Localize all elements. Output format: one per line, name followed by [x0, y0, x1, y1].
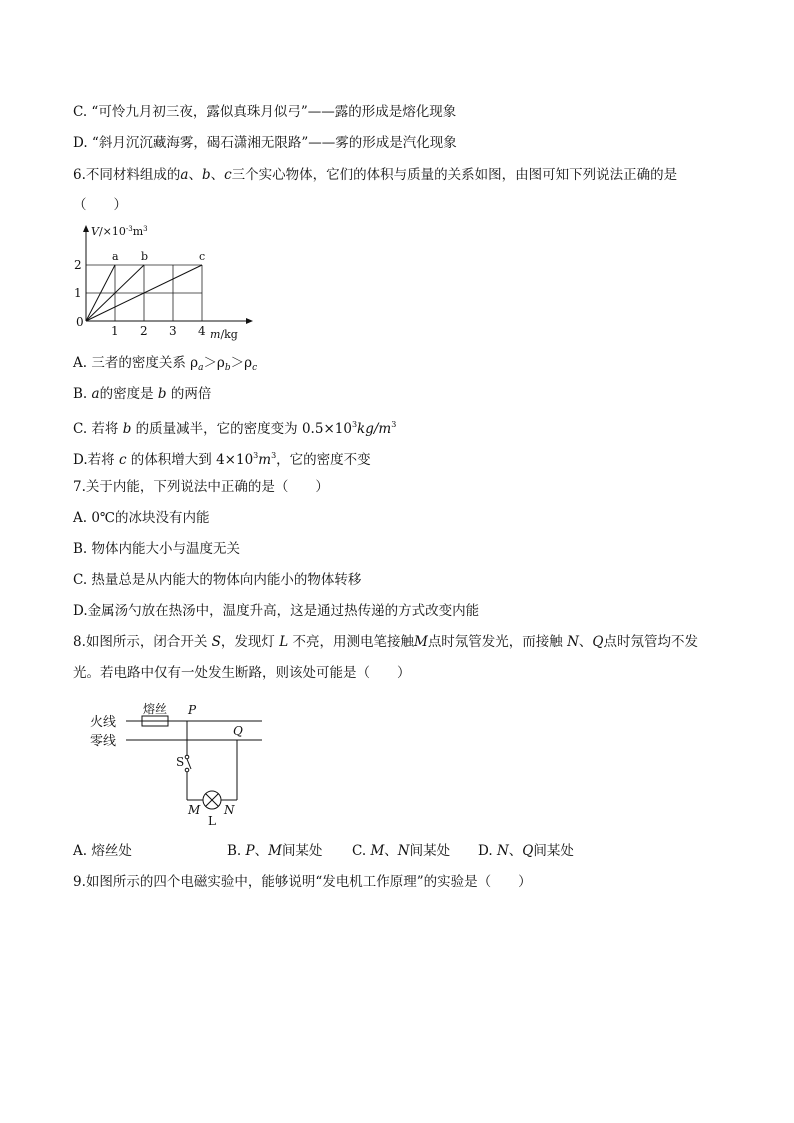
- q6-option-c: [73, 415, 396, 439]
- subscript-b: b: [224, 363, 231, 373]
- exponent: 3: [271, 451, 277, 460]
- q5-option-c: C. “可怜九月初三夜，露似真珠月似弓”——露的形成是熔化现象: [73, 104, 457, 120]
- q7-option-a: A. 0℃的冰块没有内能: [73, 510, 210, 526]
- y-axis-arrow: [83, 225, 89, 232]
- q6-option-c-text: 的质量减半，它的密度变为 0.5×10: [131, 421, 352, 437]
- q8-stem-line-1: [73, 632, 698, 652]
- neutral-wire-label: 零线: [90, 734, 117, 749]
- x-tick-label: 2: [140, 324, 148, 338]
- q8-option-c: [352, 841, 450, 861]
- q5-option-d: D. “斜月沉沉藏海雾，碣石潇湘无限路”——雾的形成是汽化现象: [73, 135, 457, 151]
- q6-option-a-text: A. 三者的密度关系 ρ: [73, 355, 199, 371]
- point-q-label: Q: [233, 724, 243, 738]
- q6-option-d-text: ，它的密度不变: [276, 452, 371, 468]
- q8-option-d: [478, 841, 574, 861]
- q8-option-c-text: C.: [352, 843, 371, 859]
- q8-option-b-text: 、: [254, 843, 269, 859]
- q8-stem-text: 点时氖管均不发: [603, 634, 698, 650]
- q8-option-b-text: 间某处: [281, 843, 323, 859]
- x-tick-label: 1: [111, 324, 119, 338]
- origin-label: 0: [76, 315, 84, 329]
- chart-series: [86, 250, 205, 321]
- x-axis-label: m/kg: [210, 328, 238, 341]
- y-tick-label: 2: [74, 258, 82, 272]
- series-label-b: b: [141, 250, 149, 263]
- q6-option-b-text: B.: [73, 386, 92, 402]
- unit: m: [258, 452, 272, 468]
- point-m-label: M: [188, 803, 201, 817]
- q8-stem-text: ，发现灯: [220, 634, 280, 650]
- q6-var-b: b: [201, 167, 211, 183]
- series-label-c: c: [199, 250, 206, 263]
- q8-var-q: Q: [522, 843, 534, 859]
- q6-option-d-text: D.若将: [73, 452, 119, 468]
- fuse-label: 熔丝: [143, 702, 168, 716]
- q8-option-a: A. 熔丝处: [73, 843, 132, 859]
- q6-option-c-text: C. 若将: [73, 421, 123, 437]
- q8-stem-text: 不亮，用测电笔接触: [288, 634, 414, 650]
- q6-var-a: a: [91, 386, 100, 402]
- q6-var-a: a: [180, 167, 189, 183]
- q8-option-d-text: D.: [478, 843, 497, 859]
- chart-axes: [83, 225, 253, 324]
- y-tick-label: 1: [74, 286, 82, 300]
- exponent: 3: [351, 420, 358, 429]
- q6-option-d-text: 的体积增大到 4×10: [126, 452, 254, 468]
- q9-stem: 9.如图所示的四个电磁实验中，能够说明“发电机工作原理”的实验是（ ）: [73, 874, 532, 890]
- y-axis-label: $V/\times 10^{-3}m^3$: [91, 225, 148, 238]
- q6-answer-blank: （ ）: [73, 197, 127, 213]
- q8-stem-line-2: 光。若电路中仅有一处发生断路，则该处可能是（ ）: [73, 665, 411, 681]
- q8-option-d-text: 间某处: [533, 843, 574, 859]
- q8-option-b: [227, 841, 322, 861]
- q8-var-s: S: [211, 634, 221, 650]
- switch-contact-bottom: [185, 768, 189, 772]
- q8-option-c-text: 、: [384, 843, 398, 859]
- q6-option-a-text: ＞ρ: [230, 355, 253, 371]
- q8-option-c-text: 间某处: [409, 843, 451, 859]
- q7-option-d: D.金属汤勺放在热汤中，温度升高，这是通过热传递的方式改变内能: [73, 603, 480, 619]
- subscript-c: c: [252, 363, 258, 373]
- q6-option-b-text: 的两倍: [166, 386, 212, 402]
- q6-var-b: b: [122, 421, 132, 437]
- q6-stem: [73, 165, 677, 185]
- exponent: 3: [391, 420, 397, 429]
- switch-label: S: [176, 755, 185, 769]
- live-wire-label: 火线: [90, 715, 117, 730]
- unit: kg/m: [357, 421, 392, 437]
- q6-option-a-text: ＞ρ: [203, 355, 225, 371]
- household-circuit-diagram: [90, 698, 270, 828]
- switch-blade: [187, 759, 191, 769]
- q6-sep: 、: [210, 167, 225, 183]
- q8-var-m: M: [413, 634, 428, 650]
- q8-var-n: N: [397, 843, 410, 859]
- x-tick-label: 4: [198, 324, 206, 338]
- q8-var-p: P: [245, 843, 255, 859]
- subscript-a: a: [198, 363, 204, 373]
- q6-var-c: c: [118, 452, 127, 468]
- lamp-label: L: [208, 814, 216, 828]
- q7-option-c: C. 热量总是从内能大的物体向内能小的物体转移: [73, 572, 362, 588]
- q6-sep: 、: [188, 167, 202, 183]
- q8-stem-text: 点时氖管发光，而接触: [427, 634, 568, 650]
- q7-stem: 7.关于内能，下列说法中正确的是（ ）: [73, 479, 329, 495]
- point-n-label: N: [224, 803, 235, 817]
- q8-var-m: M: [268, 843, 282, 859]
- x-axis-arrow: [246, 318, 253, 324]
- q8-var-n: N: [567, 634, 579, 650]
- q7-option-b: B. 物体内能大小与温度无关: [73, 541, 241, 557]
- q6-option-b: [73, 384, 211, 404]
- q6-stem-text: 三个实心物体，它们的体积与质量的关系如图，由图可知下列说法正确的是: [231, 167, 678, 183]
- series-label-a: a: [112, 250, 119, 263]
- x-tick-label: 3: [169, 324, 177, 338]
- q6-var-c: c: [224, 167, 232, 183]
- q8-option-b-text: B.: [227, 843, 246, 859]
- q6-option-b-text: 的密度是: [99, 386, 158, 402]
- switch-contact-top: [185, 755, 189, 759]
- q8-var-q: Q: [592, 634, 604, 650]
- volume-mass-chart: [60, 220, 260, 350]
- q6-option-d: [73, 446, 371, 470]
- q8-var-m: M: [370, 843, 385, 859]
- q8-var-l: L: [279, 634, 289, 650]
- q8-stem-text: 8.如图所示，闭合开关: [73, 634, 212, 650]
- point-p-label: P: [188, 703, 197, 717]
- q6-stem-text: 6.不同材料组成的: [73, 167, 181, 183]
- q8-stem-text: 、: [578, 634, 593, 650]
- q8-option-d-text: 、: [508, 843, 523, 859]
- q6-option-a: [73, 353, 257, 378]
- q8-var-n: N: [496, 843, 509, 859]
- q6-var-b: b: [157, 386, 167, 402]
- chart-tick-labels: [74, 258, 206, 338]
- exponent: 3: [253, 451, 259, 460]
